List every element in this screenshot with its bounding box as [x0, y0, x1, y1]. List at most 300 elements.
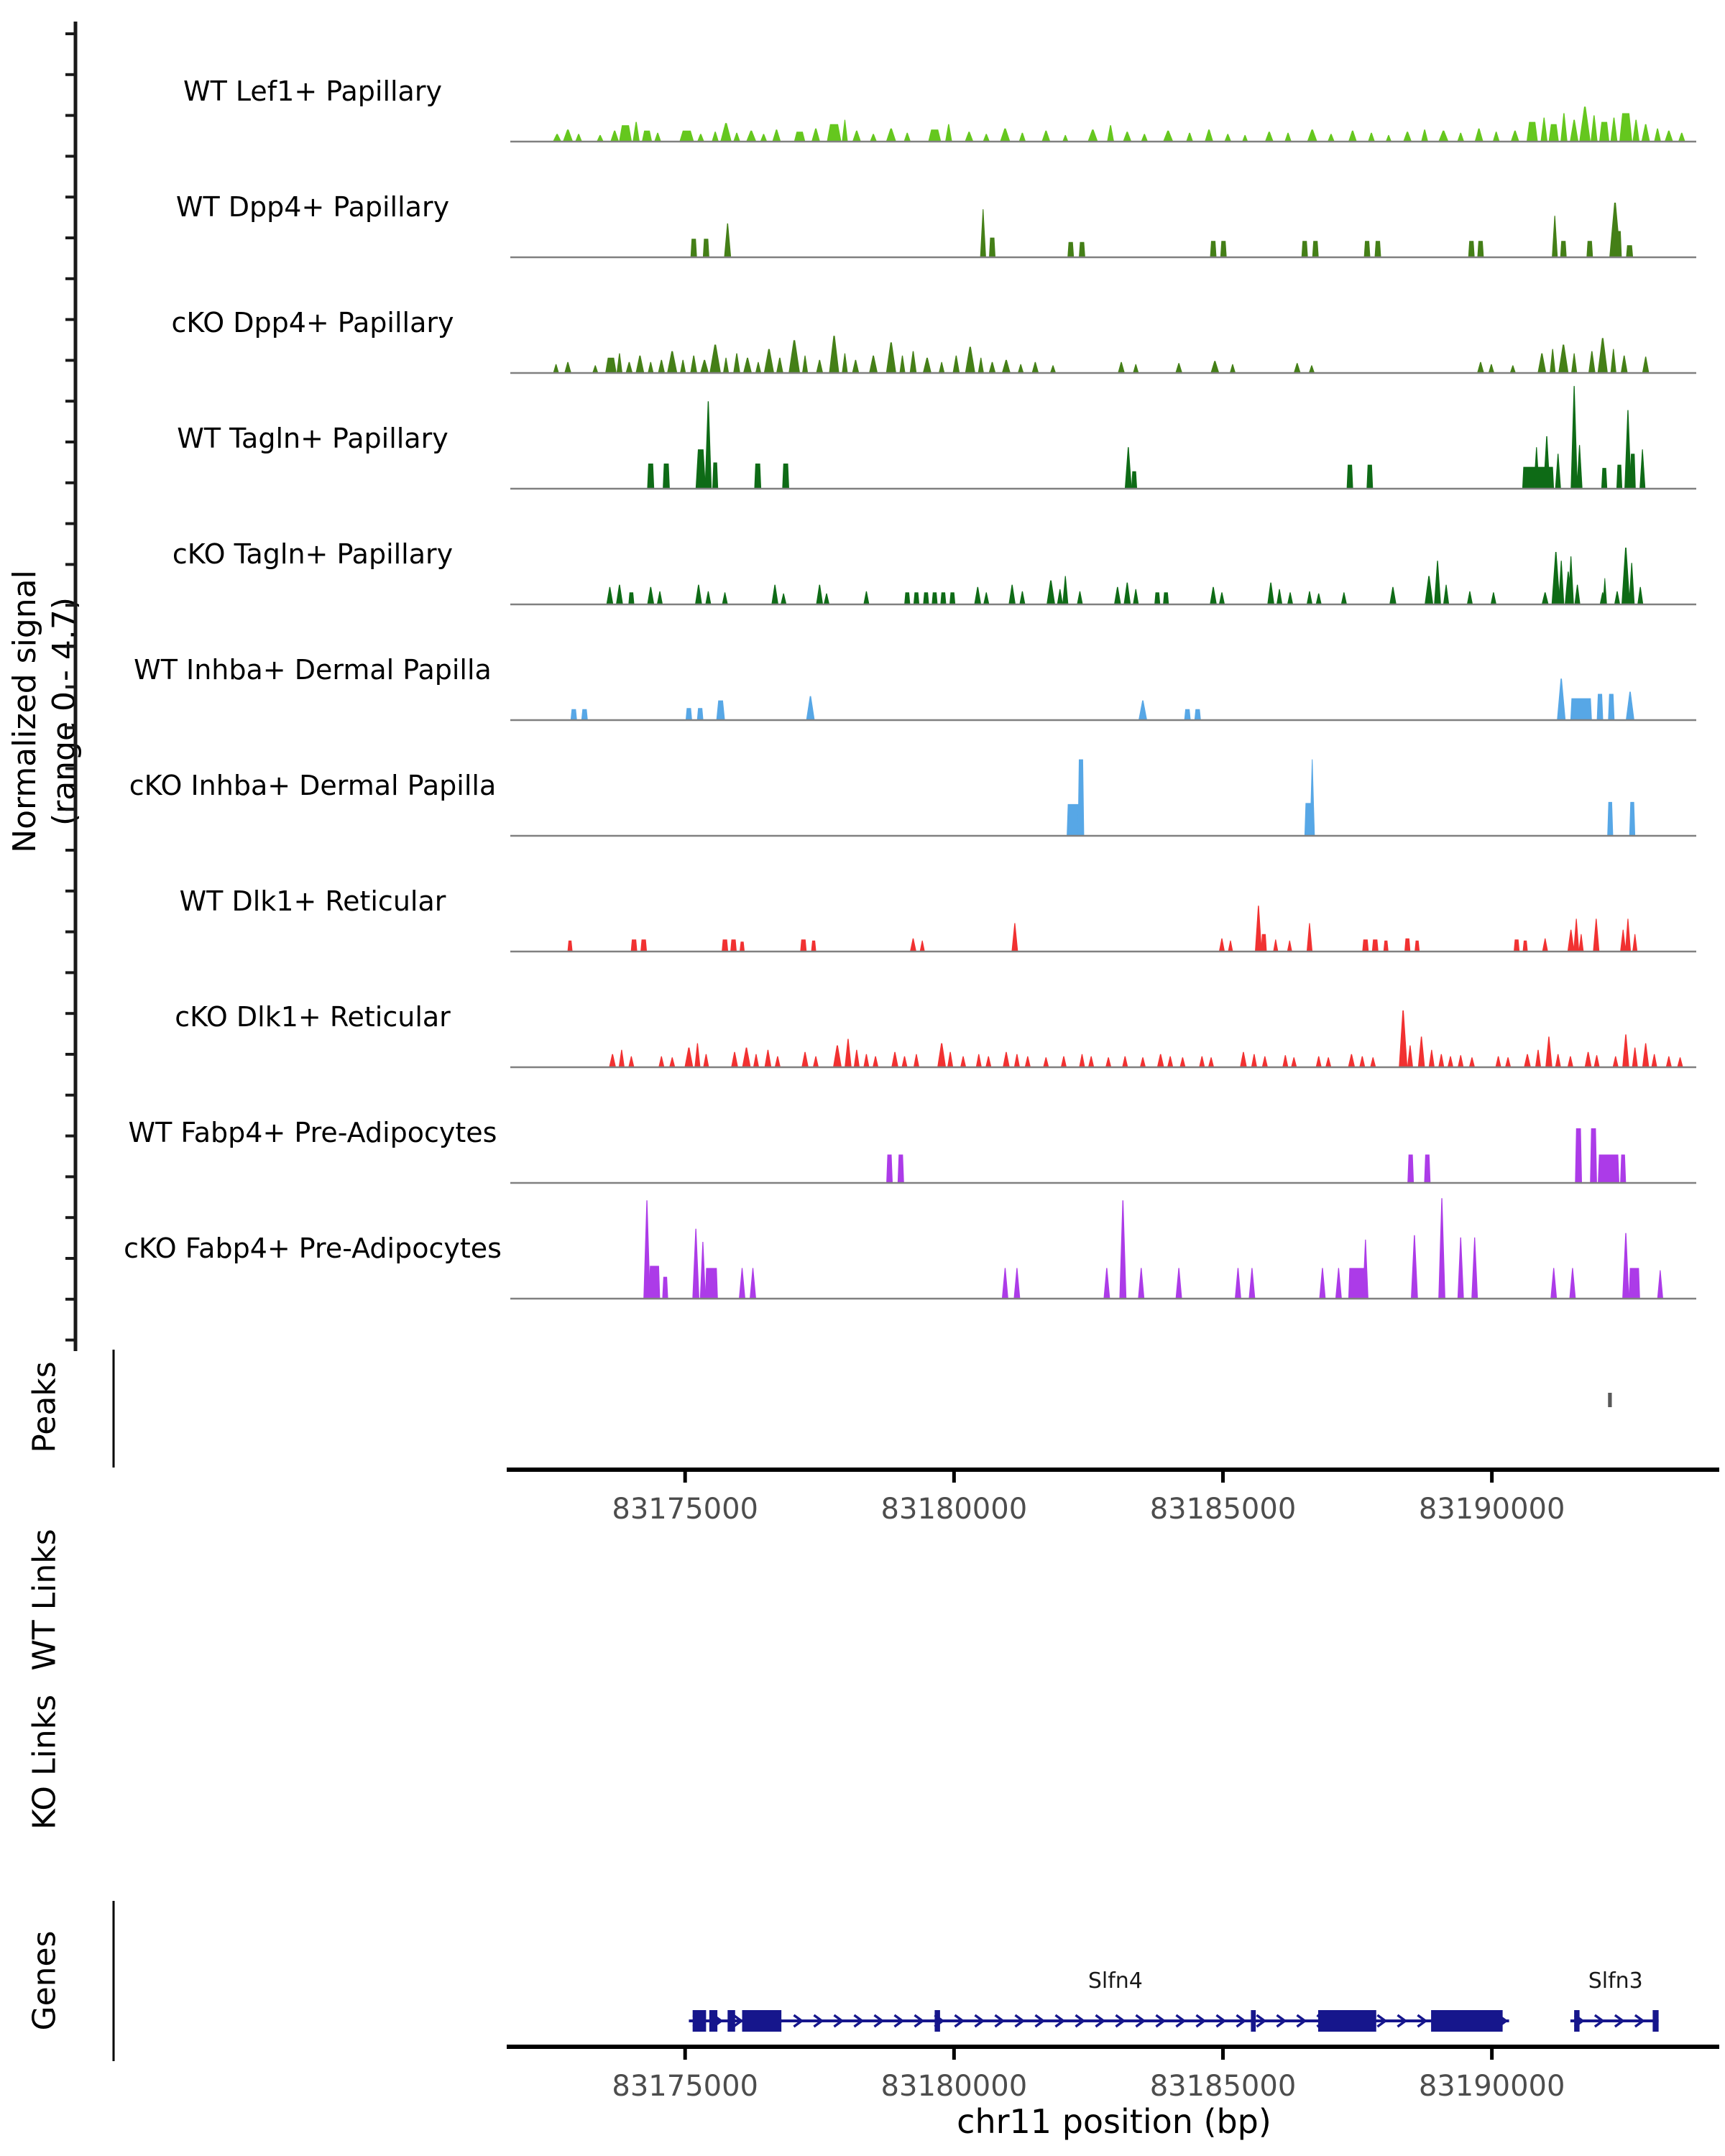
track-label: WT Lef1+ Papillary	[183, 75, 442, 107]
signal-peak	[581, 709, 588, 720]
signal-peak	[1175, 363, 1182, 373]
signal-peak	[1138, 1268, 1144, 1299]
track-label: cKO Fabp4+ Pre-Adipocytes	[124, 1233, 502, 1264]
signal-peak	[1186, 133, 1193, 142]
signal-peak	[1620, 930, 1626, 952]
signal-peak	[733, 133, 740, 142]
signal-peak	[1557, 678, 1565, 720]
signal-peak	[989, 238, 995, 257]
signal-peak	[1496, 1056, 1501, 1067]
signal-peak	[1543, 436, 1550, 489]
signal-peak	[1438, 131, 1448, 142]
signal-peak	[1607, 802, 1613, 836]
signal-peak	[1510, 365, 1516, 373]
genomic-axis-tick-label: 83190000	[1418, 1493, 1565, 1526]
signal-peak	[923, 592, 929, 604]
signal-peak	[1632, 120, 1639, 142]
signal-peak	[1273, 939, 1278, 952]
signal-peak	[1540, 118, 1547, 142]
signal-peak	[1579, 106, 1591, 142]
signal-peak	[1475, 129, 1484, 142]
signal-peak	[802, 356, 808, 373]
signal-peak	[1575, 585, 1581, 604]
signal-peak	[764, 349, 774, 373]
signal-peak	[1362, 939, 1368, 952]
gene-exon	[727, 2010, 735, 2032]
signal-peak	[1630, 453, 1636, 489]
signal-peak	[703, 239, 709, 257]
signal-peak	[1163, 131, 1173, 142]
signal-peak	[1133, 589, 1138, 604]
signal-peak	[1438, 1054, 1444, 1067]
track-label: WT Fabp4+ Pre-Adipocytes	[128, 1117, 497, 1148]
signal-peak	[1558, 561, 1564, 604]
signal-peak	[724, 224, 731, 257]
signal-peak	[1458, 1238, 1464, 1299]
signal-peak	[694, 1044, 700, 1067]
signal-peak	[1666, 1056, 1672, 1067]
signal-peak	[1404, 939, 1410, 952]
signal-peak	[597, 135, 604, 142]
signal-peak	[607, 587, 614, 604]
signal-peak	[765, 1050, 772, 1067]
signal-peak	[910, 939, 916, 952]
signal-peak	[1537, 354, 1546, 373]
signal-peak	[1307, 591, 1312, 604]
signal-peak	[1511, 131, 1519, 142]
gene-model	[689, 2010, 1509, 2032]
signal-peak	[669, 1057, 675, 1067]
signal-peak	[1312, 241, 1319, 257]
signal-peak	[1041, 131, 1050, 142]
signal-peak	[654, 133, 661, 142]
signal-peak	[1620, 1155, 1626, 1184]
signal-peak	[1375, 241, 1381, 257]
signal-peak	[1493, 132, 1500, 142]
section-label-peaks: Peaks	[26, 1361, 63, 1453]
signal-peak	[1407, 1046, 1413, 1067]
signal-peak	[806, 696, 815, 720]
signal-peak	[1364, 241, 1371, 257]
signal-peak	[1067, 242, 1074, 257]
signal-peak	[939, 362, 944, 373]
track-label: WT Dpp4+ Papillary	[175, 191, 450, 223]
signal-peak	[755, 362, 761, 373]
signal-peak	[1291, 1057, 1297, 1067]
signal-peak	[731, 1052, 738, 1067]
signal-peak	[1316, 594, 1322, 604]
signal-peak	[1287, 941, 1292, 952]
signal-peak	[899, 356, 905, 373]
signal-peak	[842, 354, 847, 373]
signal-peak	[937, 1044, 946, 1067]
signal-peak	[1348, 1054, 1356, 1067]
signal-peak	[1123, 583, 1131, 604]
signal-peak	[1107, 125, 1114, 142]
signal-peak	[1571, 354, 1577, 373]
signal-peak	[1632, 1048, 1638, 1067]
section-label-ko-links: KO Links	[26, 1694, 63, 1830]
signal-peak	[1302, 241, 1308, 257]
signal-peak	[1626, 245, 1633, 257]
signal-peak	[1219, 592, 1225, 604]
signal-peak	[1407, 1155, 1414, 1184]
x-axis-title: chr11 position (bp)	[957, 2102, 1271, 2141]
signal-peak	[568, 941, 573, 952]
signal-peak	[692, 1229, 699, 1299]
signal-peak	[1248, 1268, 1255, 1299]
signal-peak	[1220, 241, 1227, 257]
signal-peak	[1347, 465, 1353, 489]
signal-peak	[1654, 129, 1661, 142]
signal-peak	[1348, 131, 1357, 142]
signal-peak	[1626, 692, 1634, 721]
track-label: cKO Inhba+ Dermal Papilla	[129, 770, 497, 801]
signal-peak	[1403, 132, 1412, 142]
signal-peak	[1199, 1056, 1205, 1067]
signal-peak	[886, 1155, 893, 1184]
signal-peak	[1489, 364, 1494, 373]
signal-peak	[705, 401, 712, 489]
gene-exon	[1318, 2010, 1376, 2032]
signal-peak	[1657, 1271, 1663, 1299]
signal-peak	[746, 131, 756, 142]
signal-peak	[1637, 587, 1643, 604]
signal-peak	[695, 585, 702, 604]
signal-peak	[1208, 1057, 1214, 1067]
signal-peak	[1000, 129, 1010, 142]
signal-peak	[1575, 1128, 1582, 1183]
signal-peak	[1140, 1057, 1146, 1067]
signal-peak	[1458, 1055, 1463, 1067]
signal-peak	[642, 131, 652, 142]
signal-peak	[1514, 939, 1519, 952]
signal-peak	[1568, 1056, 1573, 1067]
genomic-axis-tick-label: 83180000	[880, 2070, 1028, 2103]
signal-peak	[1141, 134, 1148, 142]
coverage-track	[691, 203, 1633, 257]
signal-peak	[712, 463, 718, 489]
signal-peak	[901, 1056, 907, 1067]
signal-peak	[740, 941, 745, 952]
gene-exon	[1251, 2010, 1256, 2032]
signal-peak	[1366, 465, 1373, 489]
signal-peak	[816, 360, 823, 373]
signal-peak	[1570, 386, 1578, 489]
gene-exon	[742, 2010, 782, 2032]
signal-peak	[1235, 1268, 1241, 1299]
signal-peak	[1138, 701, 1147, 720]
signal-peak	[648, 362, 653, 373]
signal-peak	[754, 464, 761, 489]
coverage-track	[571, 678, 1634, 720]
signal-peak	[700, 1242, 706, 1299]
signal-peak	[742, 1048, 751, 1067]
signal-peak	[1282, 1055, 1288, 1067]
signal-peak	[1469, 1057, 1475, 1067]
signal-peak	[985, 1056, 991, 1067]
signal-peak	[1590, 1128, 1597, 1183]
signal-peak	[679, 131, 694, 142]
signal-peak	[1652, 1054, 1657, 1067]
signal-peak	[800, 939, 806, 952]
signal-peak	[947, 1052, 953, 1067]
signal-peak	[686, 708, 692, 720]
signal-peak	[1062, 576, 1068, 605]
signal-peak	[1524, 1054, 1531, 1067]
signal-peak	[772, 129, 781, 142]
signal-peak	[811, 129, 820, 142]
signal-peak	[1341, 592, 1347, 604]
signal-peak	[696, 449, 706, 489]
signal-peak	[1176, 1268, 1182, 1299]
signal-peak	[1598, 1155, 1619, 1184]
signal-peak	[827, 124, 841, 142]
signal-peak	[873, 1056, 878, 1067]
signal-peak	[575, 134, 582, 142]
signal-peak	[1118, 362, 1125, 373]
signal-peak	[910, 351, 917, 373]
signal-peak	[1642, 124, 1650, 142]
signal-peak	[1608, 694, 1614, 721]
signal-peak	[1294, 363, 1301, 373]
signal-peak	[1368, 133, 1375, 142]
signal-peak	[1677, 1057, 1683, 1067]
signal-peak	[619, 125, 632, 142]
signal-peak	[782, 464, 789, 489]
signal-peak	[974, 587, 981, 604]
gene-exon	[1431, 2010, 1503, 2032]
signal-peak	[1570, 120, 1578, 142]
signal-peak	[1588, 351, 1596, 373]
track-label: cKO Dpp4+ Papillary	[171, 307, 454, 338]
signal-peak	[1265, 132, 1274, 142]
signal-peak	[1157, 1054, 1164, 1067]
signal-peak	[760, 134, 768, 142]
signal-peak	[1573, 918, 1579, 952]
signal-peak	[1622, 1233, 1629, 1299]
signal-peak	[1057, 589, 1063, 604]
signal-peak	[1550, 349, 1555, 373]
signal-peak	[1370, 1057, 1376, 1067]
signal-peak	[870, 134, 877, 142]
signal-peak	[640, 939, 647, 952]
genomic-axis-tick-label: 83180000	[880, 1493, 1028, 1526]
signal-peak	[722, 592, 728, 604]
signal-peak	[743, 358, 752, 373]
signal-peak	[852, 131, 861, 142]
signal-peak	[1535, 1050, 1541, 1067]
signal-peak	[1593, 1055, 1599, 1067]
signal-peak	[1577, 445, 1583, 489]
signal-peak	[1467, 591, 1473, 604]
signal-peak	[854, 1050, 860, 1067]
signal-peak	[1545, 1036, 1552, 1067]
gene-exon	[1574, 2010, 1579, 2032]
signal-peak	[976, 1054, 982, 1067]
signal-peak	[564, 362, 571, 373]
signal-peak	[932, 592, 937, 604]
signal-peak	[628, 1056, 634, 1067]
signal-peak	[1448, 1056, 1453, 1067]
signal-peak	[628, 592, 634, 604]
signal-peak	[632, 122, 640, 142]
signal-peak	[1601, 468, 1607, 489]
signal-peak	[690, 356, 697, 373]
signal-peak	[1414, 941, 1420, 952]
signal-peak	[1438, 1198, 1445, 1299]
signal-peak	[571, 709, 577, 720]
signal-peak	[1386, 135, 1392, 142]
signal-peak	[635, 356, 644, 373]
genomic-axis-tick-label: 83175000	[612, 2070, 758, 2103]
signal-peak	[705, 1268, 718, 1299]
signal-peak	[1335, 1268, 1342, 1299]
signal-peak	[691, 239, 697, 257]
signal-peak	[1598, 338, 1608, 373]
signal-peak	[1002, 360, 1011, 373]
signal-peak	[953, 356, 960, 373]
signal-peak	[1523, 941, 1528, 952]
signal-peak	[1062, 135, 1068, 142]
track-label: cKO Dlk1+ Reticular	[175, 1001, 451, 1033]
signal-peak	[1421, 129, 1428, 142]
signal-peak	[1570, 699, 1592, 720]
signal-peak	[781, 594, 786, 604]
signal-peak	[1477, 362, 1484, 373]
signal-peak	[869, 356, 878, 373]
signal-peak	[658, 1056, 664, 1067]
signal-peak	[811, 941, 816, 952]
signal-peak	[801, 1052, 809, 1067]
signal-peak	[1639, 449, 1645, 489]
signal-peak	[949, 592, 955, 604]
signal-peak	[1622, 1034, 1629, 1067]
signal-peak	[1077, 591, 1082, 604]
signal-peak	[1210, 241, 1217, 257]
signal-peak	[1163, 592, 1169, 604]
signal-peak	[1429, 1050, 1435, 1067]
coverage-track	[643, 1198, 1663, 1299]
signal-peak	[1002, 1268, 1008, 1299]
signal-peak	[722, 939, 728, 952]
signal-peak	[662, 1277, 668, 1299]
signal-peak	[700, 360, 709, 373]
signal-peak	[914, 592, 919, 604]
signal-peak	[657, 591, 663, 604]
signal-peak	[1552, 216, 1558, 257]
signal-peak	[1629, 802, 1635, 836]
signal-peak	[1603, 579, 1607, 605]
signal-peak	[1228, 941, 1233, 952]
signal-peak	[891, 1052, 898, 1067]
signal-peak	[750, 1268, 756, 1299]
signal-peak	[1261, 934, 1266, 952]
signal-peak	[1262, 1056, 1268, 1067]
signal-peak	[705, 591, 711, 604]
signal-peak	[965, 132, 973, 142]
coverage-track	[553, 106, 1685, 142]
signal-peak	[928, 129, 941, 142]
signal-peak	[965, 347, 975, 374]
signal-peak	[824, 594, 829, 604]
signal-peak	[1678, 133, 1685, 142]
signal-peak	[1179, 1057, 1185, 1067]
signal-peak	[1586, 241, 1593, 257]
signal-peak	[1167, 1056, 1173, 1067]
signal-peak	[1019, 591, 1025, 604]
signal-peak	[1665, 131, 1673, 142]
signal-peak	[813, 1056, 819, 1067]
signal-peak	[1424, 1155, 1430, 1184]
signal-peak	[1621, 356, 1628, 373]
track-label: WT Tagln+ Papillary	[177, 423, 448, 454]
signal-peak	[852, 360, 860, 373]
signal-peak	[684, 1048, 693, 1067]
signal-peak	[647, 587, 654, 604]
signal-peak	[1230, 364, 1236, 373]
signal-peak	[1527, 122, 1538, 142]
track-label: WT Dlk1+ Reticular	[179, 885, 446, 917]
signal-peak	[1625, 918, 1631, 952]
gene-exon	[934, 2010, 939, 2032]
signal-peak	[1611, 118, 1618, 142]
signal-peak	[978, 358, 984, 373]
signal-peak	[983, 134, 990, 142]
signal-peak	[1418, 1036, 1425, 1067]
signal-peak	[1560, 114, 1568, 142]
signal-peak	[1122, 1056, 1128, 1067]
signal-peak	[898, 1155, 904, 1184]
signal-peak	[1114, 587, 1121, 604]
signal-peak	[733, 354, 740, 373]
signal-peak	[720, 123, 732, 142]
signal-peak	[1319, 1268, 1325, 1299]
signal-peak	[1629, 1268, 1640, 1299]
signal-peak	[1542, 592, 1549, 604]
signal-peak	[845, 1039, 852, 1068]
signal-peak	[920, 941, 925, 952]
gene-exon	[709, 2010, 717, 2032]
signal-peak	[1287, 592, 1293, 604]
signal-peak	[1560, 241, 1567, 257]
signal-peak	[1359, 1056, 1365, 1067]
signal-peak	[1550, 1268, 1557, 1299]
signal-peak	[697, 708, 704, 720]
signal-peak	[904, 592, 910, 604]
signal-peak	[1505, 1057, 1511, 1067]
signal-peak	[1240, 1052, 1247, 1067]
signal-peak	[1372, 939, 1379, 952]
signal-peak	[563, 129, 573, 142]
signal-peak	[1616, 465, 1622, 489]
signal-peak	[1316, 1056, 1322, 1067]
signal-peak	[775, 1056, 781, 1067]
signal-peak	[717, 701, 725, 720]
track-label: cKO Tagln+ Papillary	[172, 538, 454, 570]
coverage-track	[609, 1010, 1683, 1067]
signal-peak	[1555, 1054, 1561, 1067]
signal-peak	[1471, 1238, 1478, 1299]
track-label: WT Inhba+ Dermal Papilla	[134, 654, 492, 686]
gene-exon	[1652, 2010, 1658, 2032]
signal-peak	[709, 345, 721, 374]
coverage-track	[886, 1128, 1626, 1183]
signal-peak	[1205, 129, 1213, 142]
signal-peak	[649, 1266, 661, 1299]
signal-peak	[712, 132, 719, 142]
signal-peak	[1619, 114, 1632, 142]
